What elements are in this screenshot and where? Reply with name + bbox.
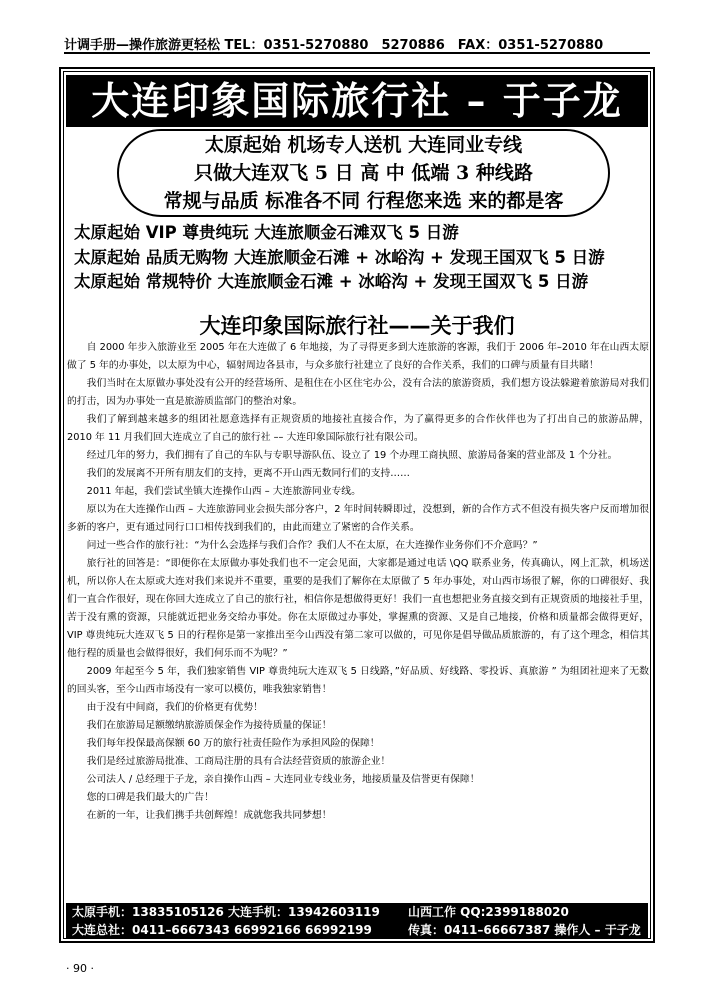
paragraph: 在新的一年，让我们携手共创辉煌！成就您我共同梦想！ bbox=[86, 810, 332, 821]
header-rule bbox=[64, 52, 650, 54]
contact-qq: 山西工作 QQ:2399188020 bbox=[408, 905, 569, 919]
paragraph: 我们当时在太原做办事处没有公开的经营场所、是租住在小区住宅办公，没有合法的旅游资质，我们想方设法躲避着旅游局对我们的打击，因为办事处一直是旅游质监部门的整治对象。 bbox=[67, 378, 649, 407]
page-number: · 90 · bbox=[66, 962, 94, 975]
paragraph: 2009 年起至今 5 年，我们独家销售 VIP 尊贵纯玩大连双飞 5 日线路，”好品质、好线路、零投诉、真旅游 ” 为组团社迎来了无数的回头客，至今山西市场没有一家可以模仿，唯我独家销售！ bbox=[67, 666, 649, 695]
slogan-box bbox=[117, 129, 610, 217]
paragraph: 我们了解到越来越多的组团社愿意选择有正规资质的地接社直接合作，为了赢得更多的合作伙伴也为了打出自己的旅游品牌，2010 年 11 月我们回大连成立了自己的旅行社 –– 大连印象国际旅行社有限公司。 bbox=[67, 414, 649, 443]
paragraph: 我们是经过旅游局批准、工商局注册的具有合法经营资质的旅游企业！ bbox=[86, 756, 391, 767]
paragraph: 公司法人 / 总经理于子龙，亲自操作山西 – 大连同业专线业务，地接质量及信誉更有保障！ bbox=[86, 774, 480, 785]
route-item: 太原起始 品质无购物 大连旅顺金石滩 + 冰峪沟 + 发现王国双飞 5 日游 bbox=[74, 247, 605, 267]
about-body bbox=[67, 339, 649, 825]
slogan-line: 只做大连双飞 5 日 高 中 低端 3 种线路 bbox=[194, 162, 533, 184]
footer-row bbox=[66, 903, 648, 921]
paragraph: 2011 年起，我们尝试坐镇大连操作山西 – 大连旅游同业专线。 bbox=[86, 486, 361, 497]
slogan-line: 太原起始 机场专人送机 大连同业专线 bbox=[204, 134, 523, 156]
paragraph: 我们的发展离不开所有朋友们的支持，更离不开山西无数同行们的支持…… bbox=[86, 468, 410, 479]
paragraph: 由于没有中间商，我们的价格更有优势！ bbox=[86, 702, 263, 713]
header-text: 计调手册—操作旅游更轻松 TEL：0351-5270880 5270886 FAX：0351-5270880 bbox=[64, 38, 604, 53]
banner-title: 大连印象国际旅行社 – 于子龙 bbox=[66, 75, 648, 127]
route-item: 太原起始 VIP 尊贵纯玩 大连旅顺金石滩双飞 5 日游 bbox=[74, 223, 459, 242]
contact-footer bbox=[66, 903, 648, 939]
paragraph: 您的口碑是我们最大的广告！ bbox=[86, 792, 214, 803]
route-item: 太原起始 常规特价 大连旅顺金石滩 + 冰峪沟 + 发现王国双飞 5 日游 bbox=[74, 272, 589, 291]
paragraph: 我们每年投保最高保额 60 万的旅行社责任险作为承担风险的保障！ bbox=[86, 738, 380, 749]
route-list bbox=[74, 221, 649, 295]
paragraph: 原以为在大连操作山西 – 大连旅游同业会损失部分客户，2 年时间转瞬即过，没想到，新的合作方式不但没有损失客户反而增加很多新的客户，更有通过同行口口相传找到我们的，由此而建立了紧密的合作关系。 bbox=[67, 504, 649, 533]
page-header bbox=[64, 34, 650, 54]
footer-row bbox=[66, 921, 648, 939]
paragraph: 经过几年的努力，我们拥有了自己的车队与专职导游队伍、设立了 19 个办理工商执照、旅游局备案的营业部及 1 个分社。 bbox=[86, 450, 618, 461]
section-title: 大连印象国际旅行社——关于我们 bbox=[199, 314, 515, 338]
contact-phones: 太原手机：13835105126 大连手机：13942603119 bbox=[72, 905, 380, 919]
contact-fax: 传真：0411–66667387 操作人 – 于子龙 bbox=[408, 923, 641, 937]
slogan-line: 常规与品质 标准各不同 行程您来选 来的都是客 bbox=[163, 190, 564, 212]
paragraph: 自 2000 年步入旅游业至 2005 年在大连做了 6 年地接，为了寻得更多到大连旅游的客源，我们于 2006 年–2010 年在山西太原做了 5 年的办事处，以太原为中心，辐射周边各县市，与众多旅行社建立了良好的合作关系，我们的口碑与质量有目共睹！ bbox=[67, 342, 649, 371]
paragraph: 旅行社的回答是：“即便你在太原做办事处我们也不一定会见面，大家都是通过电话 \QQ 联系业务，传真确认，网上汇款，机场送机，所以你人在太原或大连对我们来说并不重要，重要的是我们了解你在太原做了 5 年办事处，对山西市场很了解，你的口碑很好、我们一直合作很好，现在你回大连成立了自己的旅行社，相信你是想做得更好！我们一直也想把业务直接交到有正规资质的地接社手里，苦于没有熏的资源，只能就近把业务交给办事处。你在太原做过办事处，掌握熏的资源、又是自己地接，价格和质量都会做得更好，VIP 尊贵纯玩大连双飞 5 日的行程你是第一家推出至今山西没有第二家可以做的，可见你是倡导做品质旅游的，有了这个理念，相信其他行程的质量也会做得很好，我们何乐而不为呢？” bbox=[67, 558, 649, 659]
paragraph: 问过一些合作的旅行社：“为什么会选择与我们合作？我们人不在太原，在大连操作业务你们不介意吗？” bbox=[86, 540, 538, 551]
contact-office: 大连总社：0411–6667343 66992166 66992199 bbox=[72, 923, 372, 937]
paragraph: 我们在旅游局足额缴纳旅游质保金作为接待质量的保证！ bbox=[86, 720, 332, 731]
